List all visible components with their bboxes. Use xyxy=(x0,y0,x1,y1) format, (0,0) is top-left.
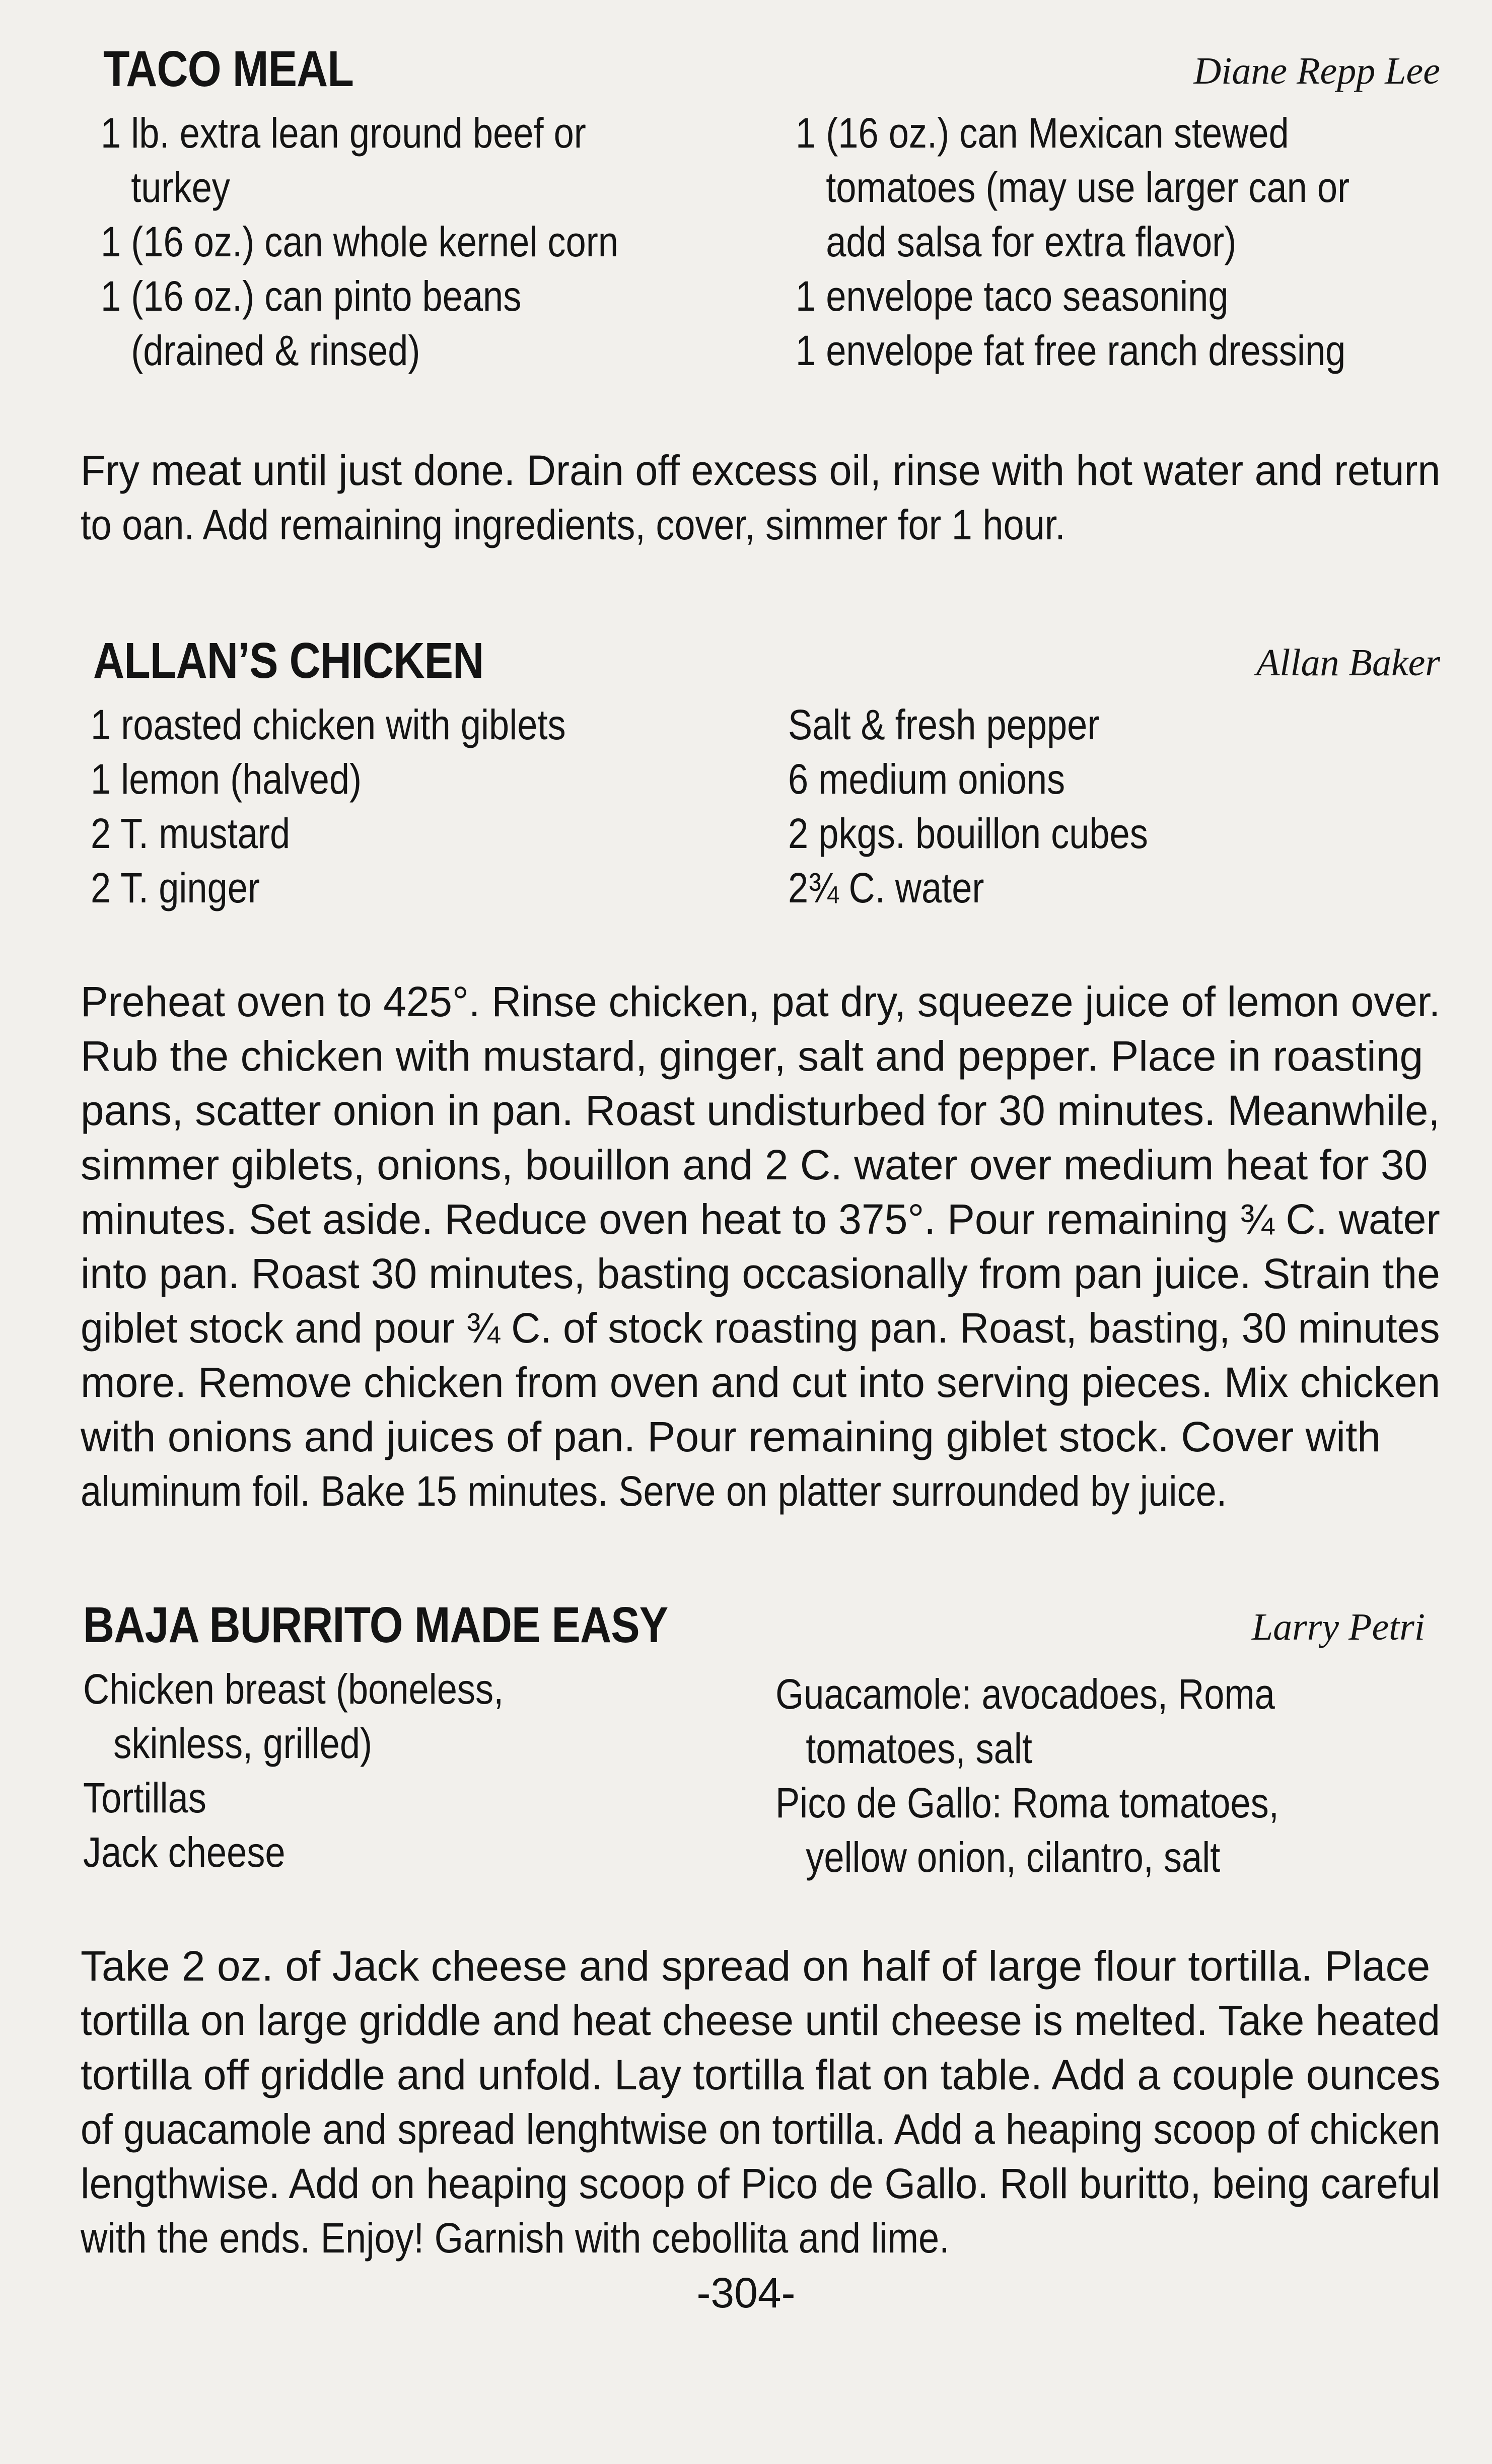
ingredient-item: 2 pkgs. bouillon cubes xyxy=(788,810,1148,857)
method-line: Rub the chicken with mustard, ginger, salt and pepper. Place in roasting xyxy=(81,1032,1424,1080)
ingredient-item: 2¾ C. water xyxy=(788,864,984,911)
ingredient-item: Guacamole: avocadoes, Roma tomatoes, salt xyxy=(775,1670,1275,1772)
ingredients-right-column xyxy=(796,106,1440,378)
ingredient-item: 1 (16 oz.) can whole kernel corn xyxy=(101,218,618,265)
recipe-title: BAJA BURRITO MADE EASY xyxy=(83,1597,668,1653)
ingredients-left-column xyxy=(91,697,643,915)
recipe-method xyxy=(81,1939,1440,2265)
ingredient-item: Tortillas xyxy=(83,1774,206,1821)
ingredient-item: 6 medium onions xyxy=(788,755,1065,803)
method-line: tortilla off griddle and unfold. Lay tortilla flat on table. Add a couple ounces xyxy=(81,2051,1441,2098)
method-line: lengthwise. Add on heaping scoop of Pico de Gallo. Roll buritto, being careful xyxy=(81,2160,1441,2207)
ingredient-item: Pico de Gallo: Roma tomatoes, yellow onion, cilantro, salt xyxy=(775,1779,1279,1881)
recipe-author: Larry Petri xyxy=(1251,1606,1425,1648)
ingredient-item: Jack cheese xyxy=(83,1828,286,1876)
method-line: minutes. Set aside. Reduce oven heat to 375°. Pour remaining ¾ C. water xyxy=(81,1195,1440,1243)
ingredient-item: 1 lb. extra lean ground beef or turkey xyxy=(101,109,586,211)
ingredient-item: 1 lemon (halved) xyxy=(91,755,362,803)
recipe-allans-chicken xyxy=(81,632,1441,1515)
recipe-author: Diane Repp Lee xyxy=(1193,50,1440,92)
method-line: to oan. Add remaining ingredients, cover, simmer for 1 hour. xyxy=(81,501,1065,548)
ingredient-item: Chicken breast (boneless, skinless, grilled) xyxy=(83,1665,504,1767)
method-line: aluminum foil. Bake 15 minutes. Serve on platter surrounded by juice. xyxy=(81,1467,1227,1515)
recipe-taco-meal xyxy=(81,40,1441,548)
method-line: Fry meat until just done. Drain off excess oil, rinse with hot water and return xyxy=(81,447,1441,494)
recipe-title: TACO MEAL xyxy=(103,41,354,97)
ingredients-right-column xyxy=(775,1667,1361,1884)
ingredients-right-column xyxy=(788,697,1206,915)
ingredient-item: 1 roasted chicken with giblets xyxy=(91,701,566,748)
ingredient-item: 1 (16 oz.) can pinto beans (drained & rinsed) xyxy=(101,272,522,374)
method-line: tortilla on large griddle and heat cheese until cheese is melted. Take heated xyxy=(81,1997,1440,2044)
method-line: Preheat oven to 425°. Rinse chicken, pat dry, squeeze juice of lemon over. xyxy=(81,978,1441,1025)
recipe-method xyxy=(81,974,1440,1518)
method-line: giblet stock and pour ¾ C. of stock roasting pan. Roast, basting, 30 minutes xyxy=(81,1304,1440,1352)
recipe-author: Allan Baker xyxy=(1256,642,1440,684)
ingredient-item: 2 T. mustard xyxy=(91,810,291,857)
ingredient-item: 1 envelope fat free ranch dressing xyxy=(796,327,1346,374)
ingredients-left-column xyxy=(101,106,702,378)
method-line: more. Remove chicken from oven and cut into serving pieces. Mix chicken xyxy=(81,1359,1441,1406)
recipe-method xyxy=(81,443,1440,552)
ingredient-item: 1 envelope taco seasoning xyxy=(796,272,1229,320)
recipe-title: ALLAN’S CHICKEN xyxy=(93,632,484,689)
page-number: -304- xyxy=(696,2269,796,2316)
ingredient-item: 1 (16 oz.) can Mexican stewed tomatoes (may use larger can or add salsa for extra flavor) xyxy=(796,109,1350,265)
method-line: Take 2 oz. of Jack cheese and spread on half of large flour tortilla. Place xyxy=(81,1942,1431,1990)
method-line: of guacamole and spread lenghtwise on tortilla. Add a heaping scoop of chicken xyxy=(81,2105,1441,2153)
recipe-baja-burrito xyxy=(81,1596,1441,2262)
method-line: simmer giblets, onions, bouillon and 2 C. water over medium heat for 30 xyxy=(81,1141,1428,1188)
ingredient-item: 2 T. ginger xyxy=(91,864,260,911)
ingredients-left-column xyxy=(83,1662,572,1879)
method-line: with the ends. Enjoy! Garnish with cebollita and lime. xyxy=(81,2214,950,2262)
method-line: into pan. Roast 30 minutes, basting occasionally from pan juice. Strain the xyxy=(81,1250,1440,1297)
method-line: pans, scatter onion in pan. Roast undisturbed for 30 minutes. Meanwhile, xyxy=(81,1087,1440,1134)
method-line: with onions and juices of pan. Pour remaining giblet stock. Cover with xyxy=(81,1413,1381,1460)
ingredient-item: Salt & fresh pepper xyxy=(788,701,1100,748)
